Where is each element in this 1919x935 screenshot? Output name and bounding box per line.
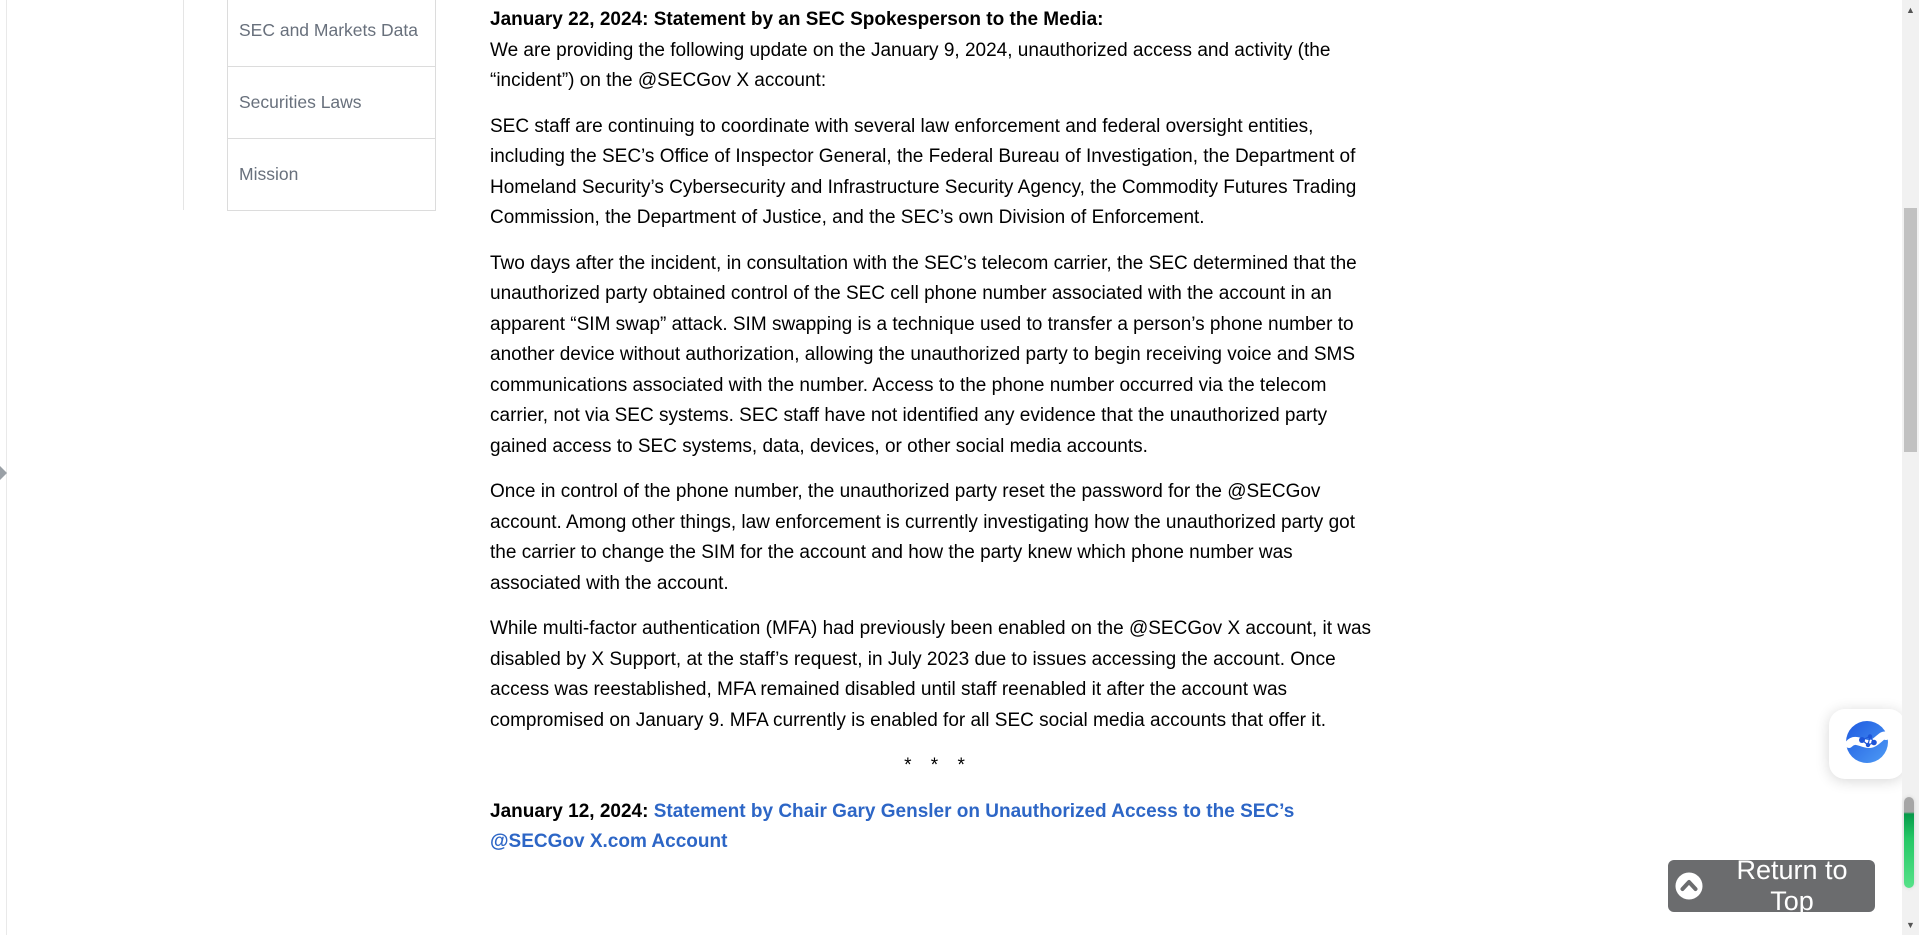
sidebar-item-label: Securities Laws	[239, 92, 362, 112]
statement2-paragraph	[490, 797, 1380, 858]
statement2-date-label: January 12, 2024:	[490, 800, 649, 822]
statement1-paragraph-password-reset: Once in control of the phone number, the unauthorized party reset the password for the @SECGov account. Among other things, law enforcement is currently investigating how the unauthorized party got the carrier to change the SIM for the account and how the party knew which phone number was associated with the account.	[490, 481, 1355, 594]
statement1-intro: We are providing the following update on the January 9, 2024, unauthorized access and activity (the “incident”) on the @SECGov X account:	[490, 39, 1331, 91]
panel-expand-handle-icon[interactable]	[0, 466, 7, 480]
related-links-sidebar	[227, 0, 436, 211]
return-to-top-label: Return to Top	[1736, 855, 1848, 916]
scrollbar-up-arrow-icon[interactable]: ▲	[1906, 5, 1915, 15]
statement1-paragraph-coordination: SEC staff are continuing to coordinate with several law enforcement and federal oversight entities, including the SEC’s Office of Inspector General, the Federal Bureau of Investigation, the Department of Homeland Security’s Cybersecurity and Infrastructure Security Agency, the Commodity Futures Trading Commission, the Department of Justice, and the SEC’s own Division of Enforcement.	[490, 115, 1357, 228]
scrollbar-thumb[interactable]	[1904, 208, 1917, 452]
article-body	[490, 5, 1380, 873]
section-separator-stars: * * *	[904, 755, 966, 776]
sidebar-item-label: SEC and Markets Data	[239, 20, 418, 40]
scrollbar-down-arrow-icon[interactable]: ▼	[1906, 920, 1915, 930]
scrollbar-track[interactable]	[1902, 0, 1919, 935]
scroll-progress-indicator	[1904, 797, 1914, 888]
gensler-statement-link[interactable]: Statement by Chair Gary Gensler on Unauthorized Access to the SEC’s @SECGov X.com Account	[490, 800, 1295, 852]
statement1-opening-paragraph	[490, 5, 1380, 97]
sidebar-item-securities-laws[interactable]	[227, 67, 436, 139]
extension-logo-icon	[1845, 720, 1889, 769]
chevron-up-circle-icon	[1674, 871, 1704, 901]
extension-widget-card[interactable]	[1829, 709, 1905, 779]
sidebar-item-mission[interactable]	[227, 139, 436, 211]
statement1-heading: January 22, 2024: Statement by an SEC Spokesperson to the Media:	[490, 9, 1104, 30]
sidebar-item-sec-and-markets-data[interactable]	[227, 0, 436, 67]
statement1-paragraph-sim-swap: Two days after the incident, in consultation with the SEC’s telecom carrier, the SEC determined that the unauthorized party obtained control of the SEC cell phone number associated with the account in an apparent “SIM swap” attack. SIM swapping is a technique used to transfer a person’s phone number to another device without authorization, allowing the unauthorized party to begin receiving voice and SMS communications associated with the number. Access to the phone number occurred via the telecom carrier, not via SEC systems. SEC staff have not identified any evidence that the unauthorized party gained access to SEC systems, data, devices, or other social media accounts.	[490, 252, 1357, 457]
sidebar-item-label: Mission	[239, 164, 299, 184]
return-to-top-button[interactable]	[1668, 855, 1875, 916]
statement1-paragraph-mfa: While multi-factor authentication (MFA) had previously been enabled on the @SECGov X account, it was disabled by X Support, at the staff’s request, in July 2023 due to issues accessing the account. Once access was reestablished, MFA remained disabled until staff reenabled it after the account was compromised on January 9. MFA currently is enabled for all SEC social media accounts that offer it.	[490, 618, 1372, 731]
sidebar-outer-border	[183, 0, 184, 210]
